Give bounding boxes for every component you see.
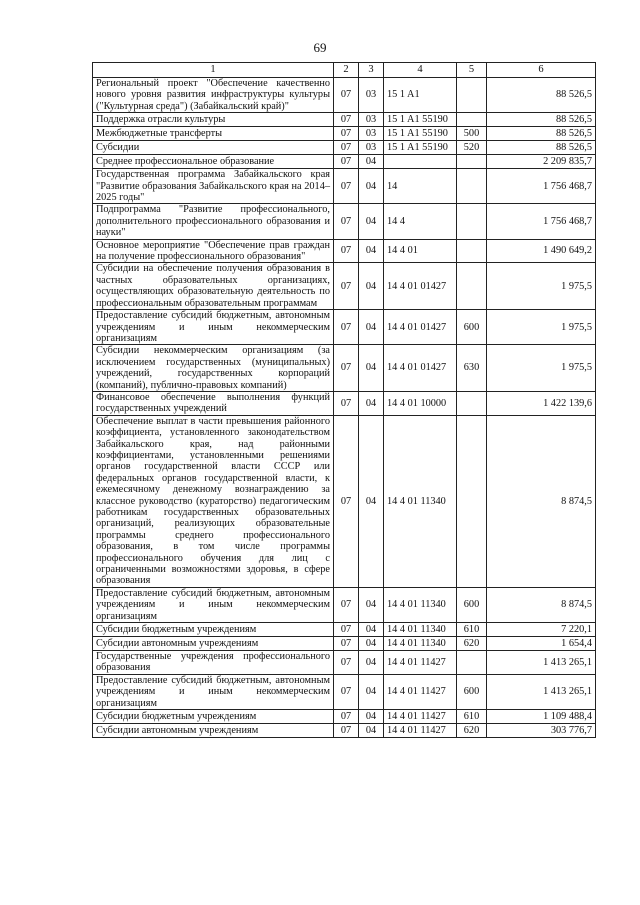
row-target-article: 14 4 01 11427 [384, 710, 457, 724]
row-expense-type [457, 204, 487, 239]
row-section: 07 [334, 263, 359, 310]
row-section: 07 [334, 651, 359, 675]
row-expense-type [457, 415, 487, 587]
table-row [93, 637, 596, 651]
row-section: 07 [334, 674, 359, 709]
row-name: Обеспечение выплат в части превышения районного коэффициента, установленного законодательством Забайкальского края, над районными коэффициентами, установленными решениями органов государственной власти СССР или федеральных органов государственной власти, к ежемесячному денежному вознаграждению за классное руководство (кураторство) педагогическим работникам государственных образовательных организаций, реализующих образовательные программы среднего профессионального образования, в том числе программы профессионального обучения для лиц с ограниченными возможностями здоровья, в сфере образования [93, 415, 334, 587]
column-header: 6 [487, 63, 596, 78]
table-row [93, 415, 596, 587]
row-section: 07 [334, 169, 359, 204]
row-subsection: 04 [359, 651, 384, 675]
row-amount: 1 422 139,6 [487, 391, 596, 415]
row-name: Межбюджетные трансферты [93, 127, 334, 141]
row-section: 07 [334, 710, 359, 724]
column-header: 1 [93, 63, 334, 78]
row-expense-type: 520 [457, 141, 487, 155]
row-amount: 1 756 468,7 [487, 169, 596, 204]
row-target-article: 15 1 A1 [384, 78, 457, 113]
row-expense-type [457, 78, 487, 113]
row-section: 07 [334, 113, 359, 127]
row-target-article: 14 4 01 11340 [384, 587, 457, 622]
row-target-article: 14 [384, 169, 457, 204]
row-target-article: 14 4 01 01427 [384, 345, 457, 392]
row-subsection: 03 [359, 113, 384, 127]
table-row [93, 113, 596, 127]
row-name: Субсидии [93, 141, 334, 155]
row-amount: 1 109 488,4 [487, 710, 596, 724]
row-name: Субсидии автономным учреждениям [93, 724, 334, 738]
table-row [93, 263, 596, 310]
row-subsection: 04 [359, 623, 384, 637]
row-section: 07 [334, 345, 359, 392]
row-name: Основное мероприятие "Обеспечение прав граждан на получение профессионального образования" [93, 239, 334, 263]
table-row [93, 239, 596, 263]
row-section: 07 [334, 391, 359, 415]
row-name: Субсидии некоммерческим организациям (за исключением государственных (муниципальных) учреждений, государственных корпораций (компаний), публично-правовых компаний) [93, 345, 334, 392]
row-section: 07 [334, 623, 359, 637]
row-target-article: 14 4 01 01427 [384, 263, 457, 310]
row-section: 07 [334, 141, 359, 155]
row-amount: 1 654,4 [487, 637, 596, 651]
row-name: Поддержка отрасли культуры [93, 113, 334, 127]
row-expense-type [457, 239, 487, 263]
row-amount: 1 413 265,1 [487, 651, 596, 675]
row-subsection: 04 [359, 391, 384, 415]
row-expense-type [457, 263, 487, 310]
row-section: 07 [334, 127, 359, 141]
row-subsection: 04 [359, 155, 384, 169]
row-amount: 1 756 468,7 [487, 204, 596, 239]
row-amount: 2 209 835,7 [487, 155, 596, 169]
table-row [93, 674, 596, 709]
row-section: 07 [334, 155, 359, 169]
row-expense-type: 620 [457, 724, 487, 738]
row-subsection: 04 [359, 587, 384, 622]
row-expense-type: 610 [457, 623, 487, 637]
table-row [93, 78, 596, 113]
row-subsection: 04 [359, 724, 384, 738]
row-subsection: 04 [359, 310, 384, 345]
row-expense-type [457, 169, 487, 204]
column-header: 5 [457, 63, 487, 78]
row-amount: 1 975,5 [487, 345, 596, 392]
row-amount: 88 526,5 [487, 78, 596, 113]
column-header: 3 [359, 63, 384, 78]
row-target-article: 14 4 01 11340 [384, 415, 457, 587]
row-amount: 88 526,5 [487, 141, 596, 155]
row-expense-type [457, 113, 487, 127]
row-name: Субсидии бюджетным учреждениям [93, 710, 334, 724]
row-section: 07 [334, 239, 359, 263]
row-subsection: 03 [359, 78, 384, 113]
row-subsection: 04 [359, 637, 384, 651]
row-subsection: 04 [359, 239, 384, 263]
row-subsection: 04 [359, 169, 384, 204]
row-amount: 1 975,5 [487, 310, 596, 345]
row-target-article: 14 4 01 11427 [384, 724, 457, 738]
row-amount: 303 776,7 [487, 724, 596, 738]
row-expense-type: 600 [457, 674, 487, 709]
table-row [93, 587, 596, 622]
table-row [93, 204, 596, 239]
table-row [93, 391, 596, 415]
table-row [93, 141, 596, 155]
table-header-row [93, 63, 596, 78]
row-section: 07 [334, 724, 359, 738]
row-amount: 88 526,5 [487, 113, 596, 127]
row-subsection: 03 [359, 141, 384, 155]
row-name: Субсидии на обеспечение получения образования в частных образовательных организациях, осуществляющих образовательную деятельность по профессиональным образовательным программам [93, 263, 334, 310]
row-amount: 1 490 649,2 [487, 239, 596, 263]
row-amount: 8 874,5 [487, 587, 596, 622]
row-target-article: 14 4 [384, 204, 457, 239]
row-name: Предоставление субсидий бюджетным, автономным учреждениям и иным некоммерческим организациям [93, 310, 334, 345]
table-row [93, 155, 596, 169]
table-row [93, 345, 596, 392]
table-row [93, 651, 596, 675]
table-row [93, 623, 596, 637]
row-expense-type: 600 [457, 587, 487, 622]
row-target-article: 15 1 A1 55190 [384, 113, 457, 127]
page-number: 69 [313, 40, 327, 55]
row-target-article: 14 4 01 11340 [384, 623, 457, 637]
row-name: Подпрограмма "Развитие профессионального, дополнительного профессионального образования и науки" [93, 204, 334, 239]
row-section: 07 [334, 204, 359, 239]
table-row [93, 724, 596, 738]
budget-table [92, 62, 596, 738]
row-expense-type [457, 651, 487, 675]
column-header: 2 [334, 63, 359, 78]
row-name: Субсидии автономным учреждениям [93, 637, 334, 651]
row-name: Государственная программа Забайкальского края "Развитие образования Забайкальского края на 2014–2025 годы" [93, 169, 334, 204]
row-subsection: 04 [359, 710, 384, 724]
row-section: 07 [334, 415, 359, 587]
row-section: 07 [334, 637, 359, 651]
row-target-article [384, 155, 457, 169]
row-target-article: 14 4 01 11427 [384, 651, 457, 675]
row-amount: 1 413 265,1 [487, 674, 596, 709]
row-target-article: 14 4 01 [384, 239, 457, 263]
row-section: 07 [334, 78, 359, 113]
row-name: Субсидии бюджетным учреждениям [93, 623, 334, 637]
row-subsection: 03 [359, 127, 384, 141]
row-expense-type: 610 [457, 710, 487, 724]
row-name: Среднее профессиональное образование [93, 155, 334, 169]
row-expense-type: 600 [457, 310, 487, 345]
row-target-article: 14 4 01 11340 [384, 637, 457, 651]
row-target-article: 14 4 01 01427 [384, 310, 457, 345]
row-name: Предоставление субсидий бюджетным, автономным учреждениям и иным некоммерческим организациям [93, 587, 334, 622]
row-amount: 1 975,5 [487, 263, 596, 310]
row-expense-type [457, 155, 487, 169]
row-name: Предоставление субсидий бюджетным, автономным учреждениям и иным некоммерческим организациям [93, 674, 334, 709]
row-expense-type: 500 [457, 127, 487, 141]
row-amount: 7 220,1 [487, 623, 596, 637]
row-name: Государственные учреждения профессионального образования [93, 651, 334, 675]
row-amount: 8 874,5 [487, 415, 596, 587]
row-name: Финансовое обеспечение выполнения функций государственных учреждений [93, 391, 334, 415]
table-row [93, 310, 596, 345]
row-target-article: 14 4 01 11427 [384, 674, 457, 709]
row-subsection: 04 [359, 415, 384, 587]
row-expense-type: 620 [457, 637, 487, 651]
row-name: Региональный проект "Обеспечение качественно нового уровня развития инфраструктуры культуры ("Культурная среда") (Забайкальский край)" [93, 78, 334, 113]
row-section: 07 [334, 310, 359, 345]
row-subsection: 04 [359, 674, 384, 709]
row-section: 07 [334, 587, 359, 622]
row-target-article: 15 1 A1 55190 [384, 127, 457, 141]
row-expense-type: 630 [457, 345, 487, 392]
table-row [93, 127, 596, 141]
row-target-article: 15 1 A1 55190 [384, 141, 457, 155]
table-row [93, 169, 596, 204]
table-row [93, 710, 596, 724]
row-subsection: 04 [359, 345, 384, 392]
column-header: 4 [384, 63, 457, 78]
row-expense-type [457, 391, 487, 415]
row-target-article: 14 4 01 10000 [384, 391, 457, 415]
row-subsection: 04 [359, 263, 384, 310]
row-subsection: 04 [359, 204, 384, 239]
row-amount: 88 526,5 [487, 127, 596, 141]
